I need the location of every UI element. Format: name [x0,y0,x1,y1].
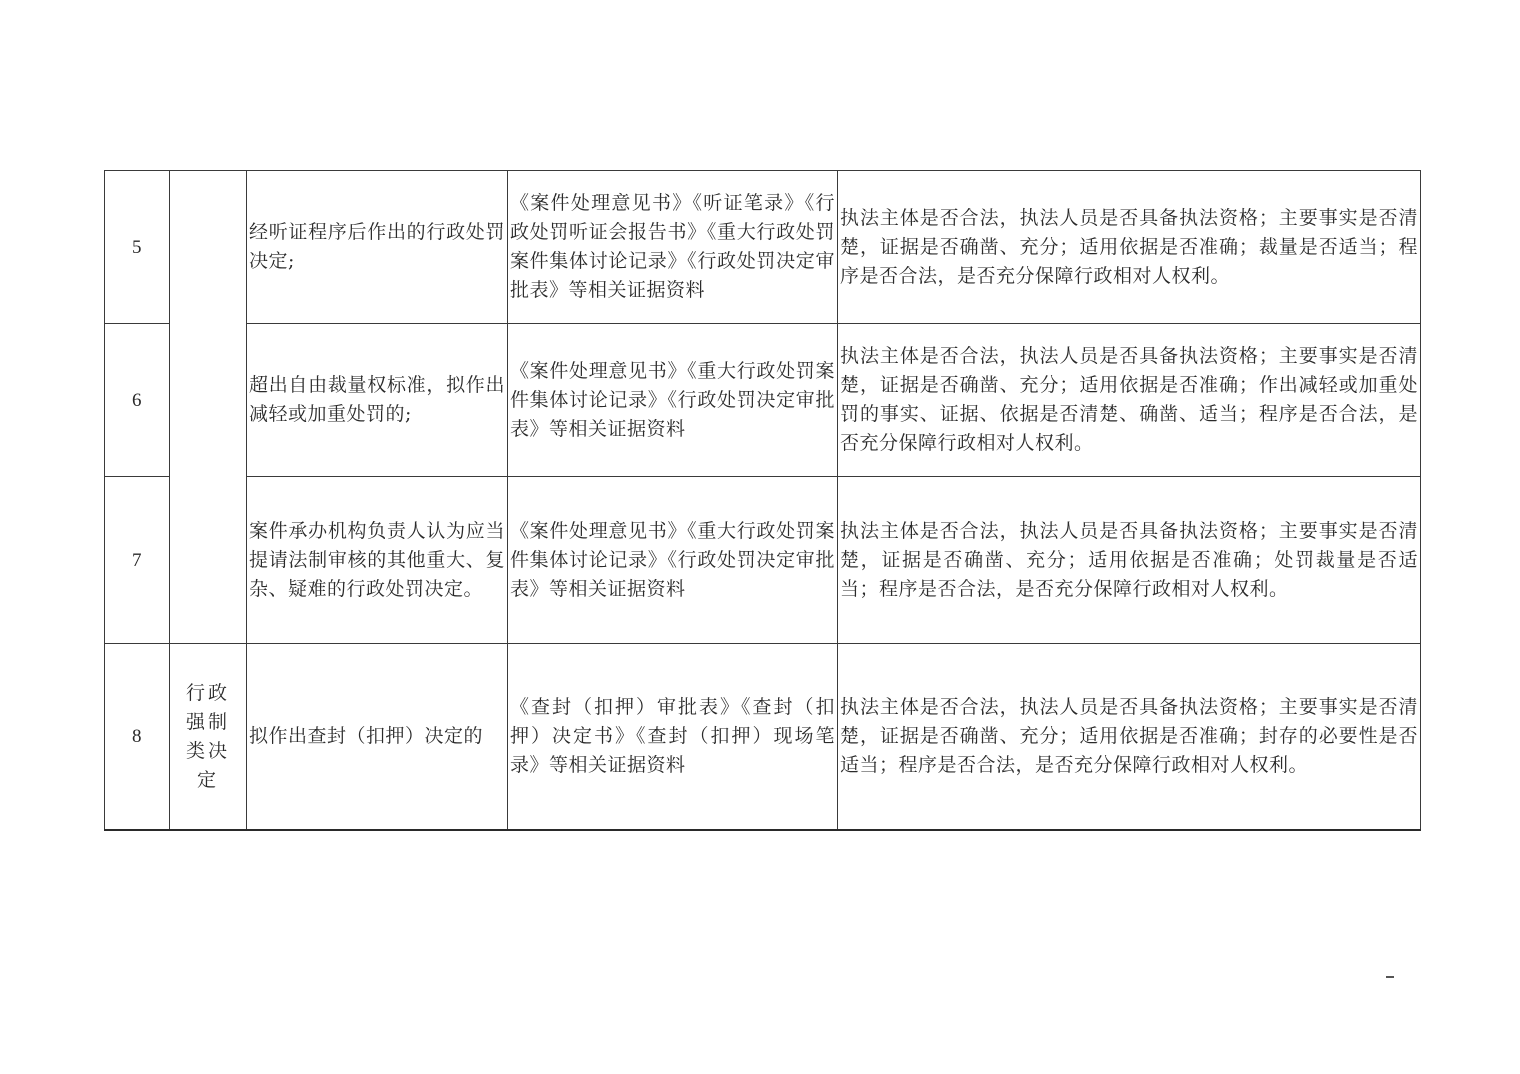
category-cell [170,171,247,644]
table-row [105,644,1421,831]
materials-cell: 《案件处理意见书》《重大行政处罚案件集体讨论记录》《行政处罚决定审批表》等相关证据资料 [508,477,838,644]
table-row [105,477,1421,644]
row-number: 6 [105,324,170,477]
materials-cell: 《案件处理意见书》《重大行政处罚案件集体讨论记录》《行政处罚决定审批表》等相关证据资料 [508,324,838,477]
situation-cell: 经听证程序后作出的行政处罚决定; [247,171,508,324]
review-content-cell: 执法主体是否合法，执法人员是否具备执法资格；主要事实是否清楚，证据是否确凿、充分；适用依据是否准确；封存的必要性是否适当；程序是否合法，是否充分保障行政相对人权利。 [838,644,1421,831]
situation-cell: 案件承办机构负责人认为应当提请法制审核的其他重大、复杂、疑难的行政处罚决定。 [247,477,508,644]
review-content-cell: 执法主体是否合法，执法人员是否具备执法资格；主要事实是否清楚，证据是否确凿、充分；适用依据是否准确；处罚裁量是否适当；程序是否合法，是否充分保障行政相对人权利。 [838,477,1421,644]
materials-cell: 《案件处理意见书》《听证笔录》《行政处罚听证会报告书》《重大行政处罚案件集体讨论记录》《行政处罚决定审批表》等相关证据资料 [508,171,838,324]
row-number: 8 [105,644,170,831]
page-corner-mark [1386,976,1394,978]
row-number: 5 [105,171,170,324]
row-number: 7 [105,477,170,644]
table-row [105,324,1421,477]
review-content-cell: 执法主体是否合法，执法人员是否具备执法资格；主要事实是否清楚，证据是否确凿、充分；适用依据是否准确；裁量是否适当；程序是否合法，是否充分保障行政相对人权利。 [838,171,1421,324]
situation-cell: 拟作出查封（扣押）决定的 [247,644,508,831]
review-items-table [104,170,1421,831]
review-content-cell: 执法主体是否合法，执法人员是否具备执法资格；主要事实是否清楚，证据是否确凿、充分；适用依据是否准确；作出减轻或加重处罚的事实、证据、依据是否清楚、确凿、适当；程序是否合法，是否充分保障行政相对人权利。 [838,324,1421,477]
table-row [105,171,1421,324]
category-cell: 行政强制类决定 [170,644,247,831]
situation-cell: 超出自由裁量权标准，拟作出减轻或加重处罚的; [247,324,508,477]
materials-cell: 《查封（扣押）审批表》《查封（扣押）决定书》《查封（扣押）现场笔录》等相关证据资料 [508,644,838,831]
